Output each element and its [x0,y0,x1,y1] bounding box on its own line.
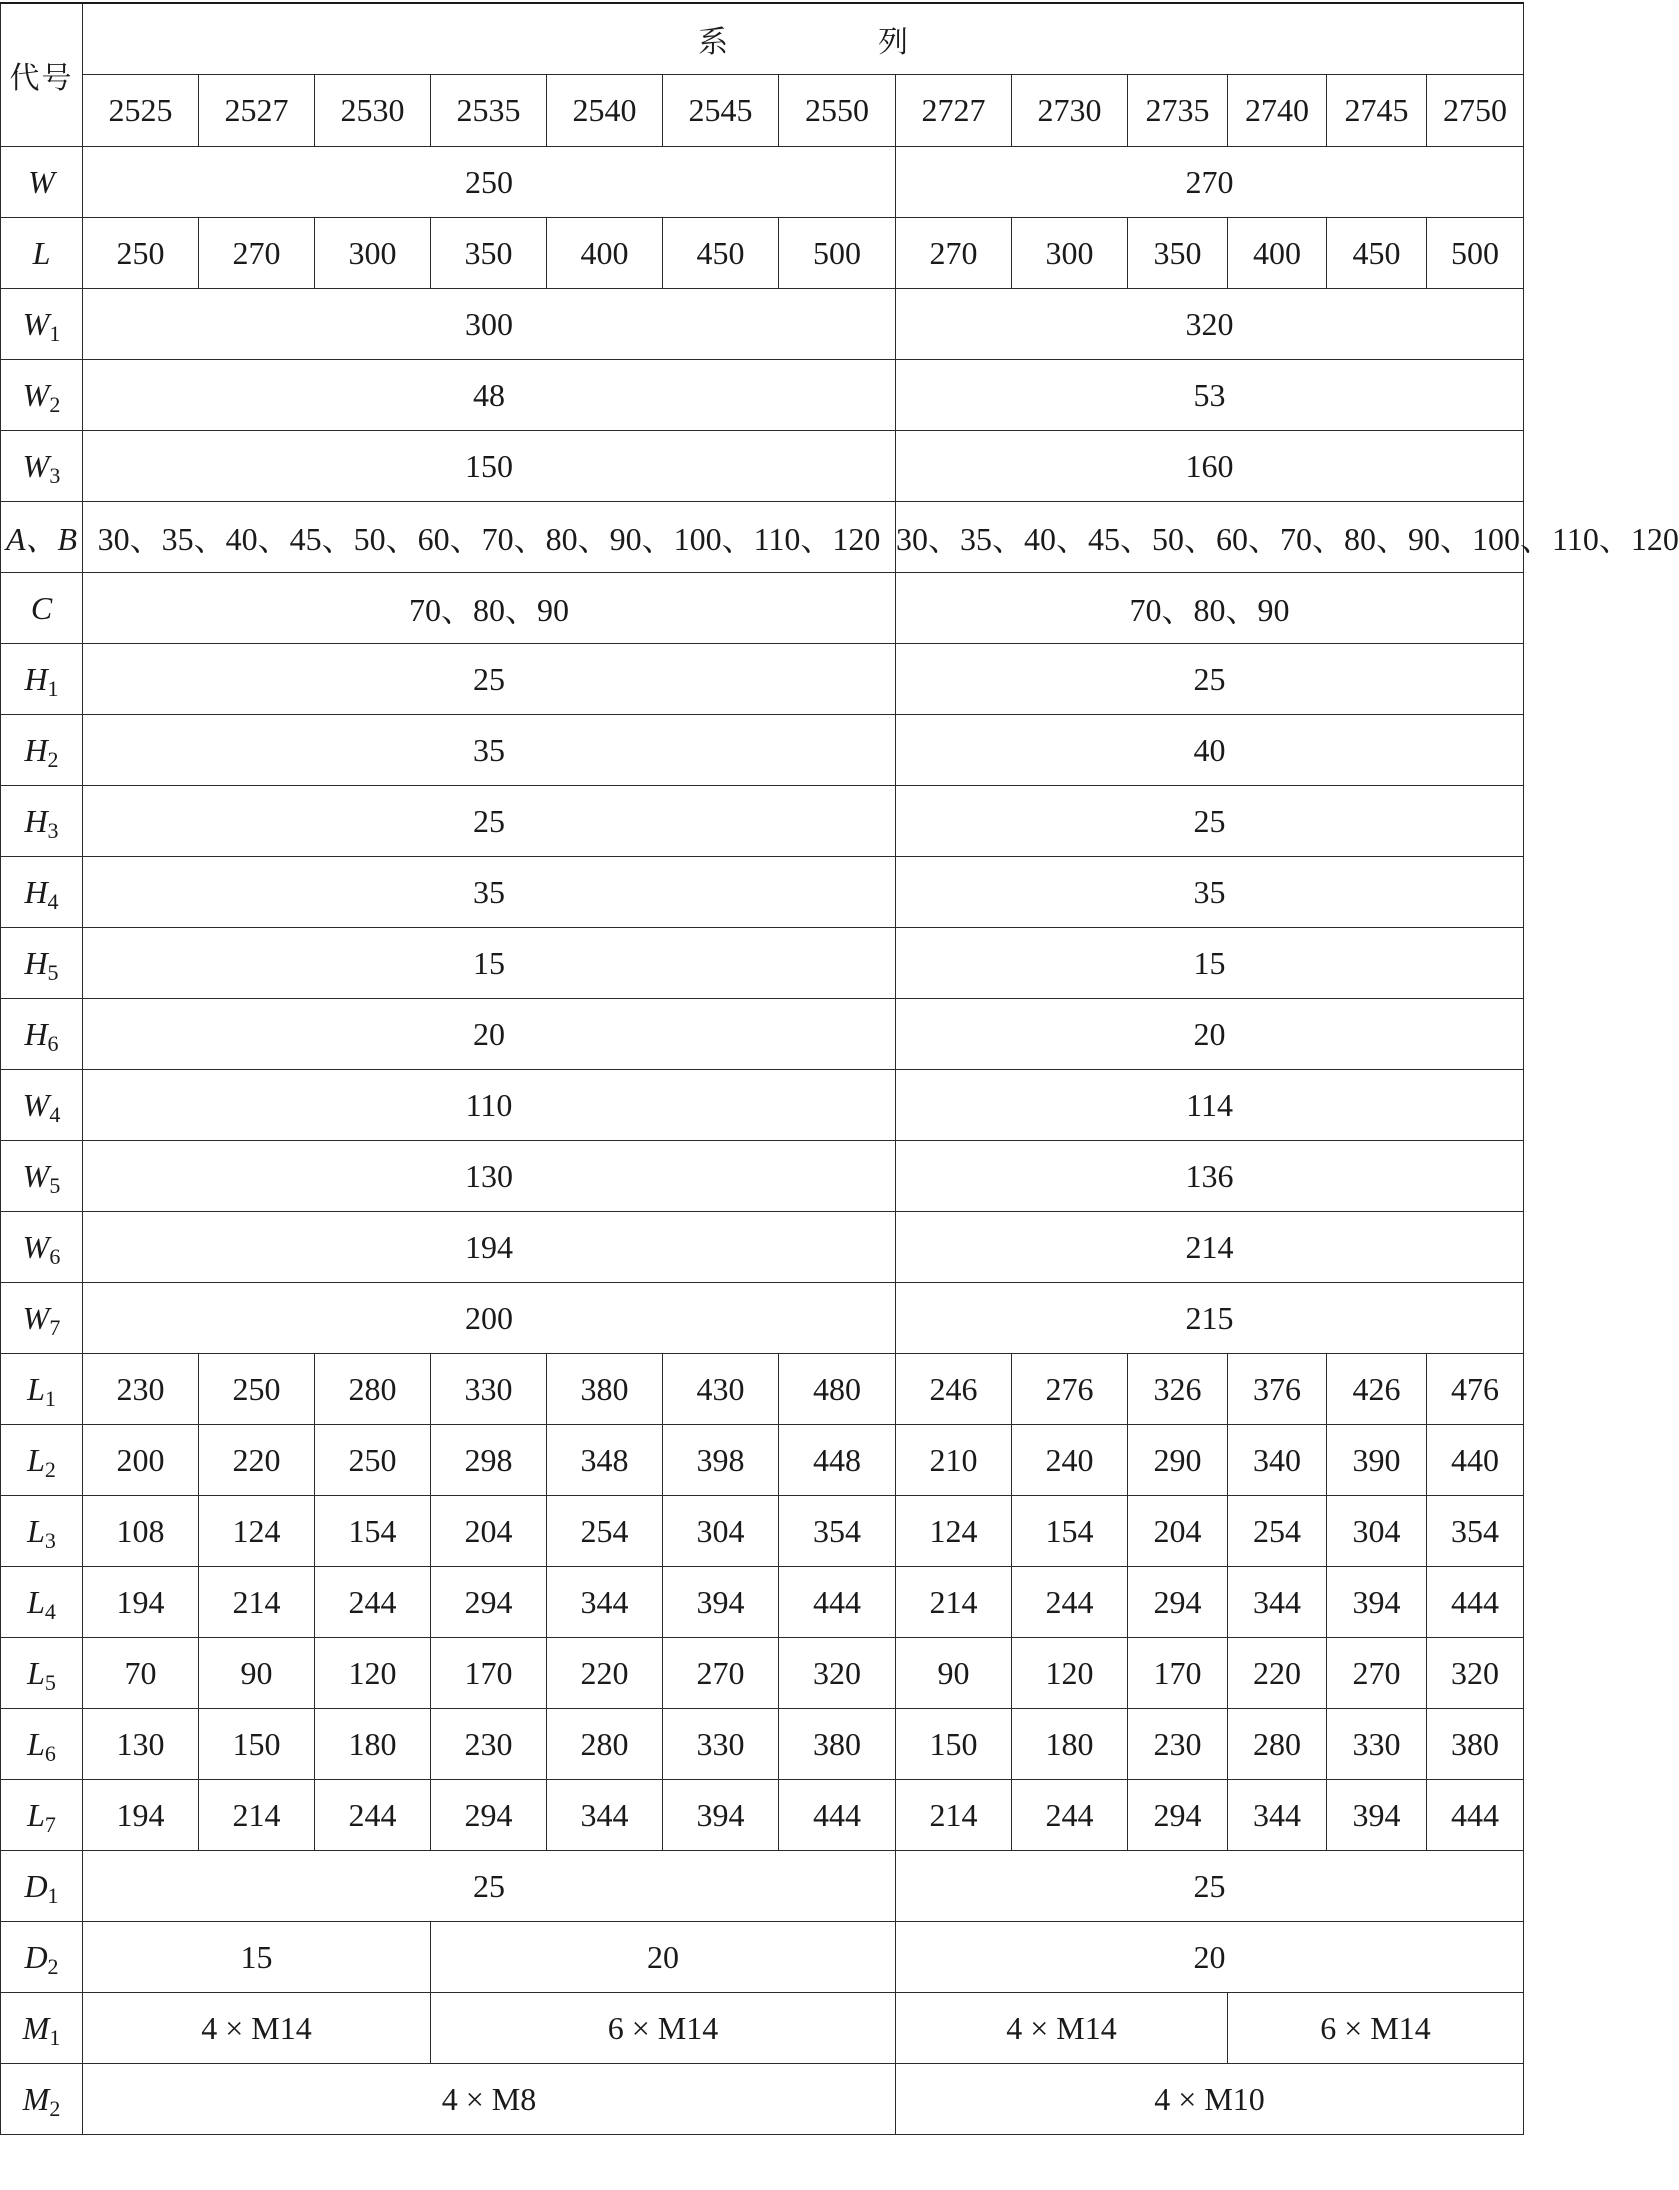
series-model-2540: 2540 [547,75,663,147]
table-cell: 400 [547,218,663,289]
table-cell: 194 [83,1567,199,1638]
table-row [1,502,1524,573]
code-header: 代号 [1,3,83,147]
table-cell: 380 [779,1709,896,1780]
row-code-symbol: L [27,1796,45,1833]
row-code-symbol: L [27,1583,45,1620]
table-cell: 90 [896,1638,1012,1709]
series-model-2745: 2745 [1327,75,1427,147]
table-row [1,1851,1524,1922]
row-code-symbol: L [27,1441,45,1478]
row-code-subscript: 1 [44,1385,56,1411]
row-code [1,1212,83,1283]
table-cell: 194 [83,1212,896,1283]
table-cell: 114 [896,1070,1524,1141]
table-cell: 214 [896,1212,1524,1283]
series-model-2550: 2550 [779,75,896,147]
table-row [1,1070,1524,1141]
table-cell: 398 [663,1425,779,1496]
row-code-symbol: A、B [5,521,78,557]
table-cell: 200 [83,1425,199,1496]
table-cell: 290 [1128,1425,1228,1496]
header-row-series [1,3,1524,75]
row-code [1,928,83,999]
table-cell: 254 [547,1496,663,1567]
table-cell: 270 [1327,1638,1427,1709]
table-cell: 450 [663,218,779,289]
series-model-2750: 2750 [1427,75,1524,147]
table-cell: 30、35、40、45、50、60、70、80、90、100、110、120 [896,502,1524,573]
table-row [1,1212,1524,1283]
table-cell: 270 [199,218,315,289]
row-code [1,1993,83,2064]
row-code [1,786,83,857]
table-cell: 220 [547,1638,663,1709]
row-code-symbol: L [32,234,51,271]
table-cell: 120 [1012,1638,1128,1709]
table-cell: 130 [83,1141,896,1212]
row-code [1,2064,83,2135]
table-cell: 35 [83,857,896,928]
table-cell: 20 [896,1922,1524,1993]
table-cell: 215 [896,1283,1524,1354]
table-cell: 300 [315,218,431,289]
table-cell: 25 [83,1851,896,1922]
table-cell: 150 [83,431,896,502]
table-cell: 20 [83,999,896,1070]
table-row [1,218,1524,289]
table-cell: 70 [83,1638,199,1709]
row-code [1,999,83,1070]
row-code-subscript: 5 [49,1172,61,1198]
row-code [1,1496,83,1567]
table-cell: 250 [83,147,896,218]
table-cell: 244 [315,1567,431,1638]
table-cell: 394 [1327,1780,1427,1851]
table-row [1,715,1524,786]
table-cell: 35 [896,857,1524,928]
row-code [1,1141,83,1212]
table-cell: 6 × M14 [431,1993,896,2064]
table-cell: 214 [896,1567,1012,1638]
table-cell: 426 [1327,1354,1427,1425]
row-code-subscript: 4 [49,1101,61,1127]
table-cell: 344 [547,1567,663,1638]
row-code-subscript: 6 [47,1030,59,1056]
table-row [1,289,1524,360]
table-cell: 450 [1327,218,1427,289]
table-cell: 294 [1128,1567,1228,1638]
table-cell: 330 [663,1709,779,1780]
table-cell: 4 × M10 [896,2064,1524,2135]
row-code [1,644,83,715]
table-row [1,1780,1524,1851]
row-code [1,715,83,786]
row-code-symbol: H [24,873,48,910]
row-code-subscript: 2 [49,391,61,417]
row-code-subscript: 5 [44,1669,56,1695]
table-cell: 246 [896,1354,1012,1425]
table-cell: 380 [547,1354,663,1425]
table-cell: 230 [1128,1709,1228,1780]
table-cell: 40 [896,715,1524,786]
row-code [1,431,83,502]
table-cell: 300 [83,289,896,360]
table-row [1,999,1524,1070]
table-row [1,1567,1524,1638]
table-cell: 220 [199,1425,315,1496]
table-cell: 4 × M8 [83,2064,896,2135]
table-cell: 444 [779,1567,896,1638]
table-cell: 30、35、40、45、50、60、70、80、90、100、110、120 [83,502,896,573]
table-cell: 244 [315,1780,431,1851]
table-cell: 350 [1128,218,1228,289]
table-cell: 280 [547,1709,663,1780]
table-cell: 394 [663,1567,779,1638]
table-cell: 276 [1012,1354,1128,1425]
row-code [1,218,83,289]
table-cell: 294 [1128,1780,1228,1851]
table-cell: 340 [1228,1425,1327,1496]
row-code-symbol: H [24,660,48,697]
table-row [1,1354,1524,1425]
table-cell: 344 [547,1780,663,1851]
spec-table [0,2,1679,2135]
table-cell: 170 [431,1638,547,1709]
row-code [1,1851,83,1922]
series-model-2730: 2730 [1012,75,1128,147]
table-row [1,1709,1524,1780]
row-code-symbol: L [27,1654,45,1691]
table-cell: 280 [315,1354,431,1425]
table-cell: 25 [83,644,896,715]
row-code-symbol: W [22,1299,50,1336]
row-code [1,1567,83,1638]
row-code-subscript: 7 [49,1314,61,1340]
row-code-symbol: D [24,1867,48,1904]
table-cell: 294 [431,1780,547,1851]
table-row [1,147,1524,218]
row-code-subscript: 2 [47,1953,59,1979]
row-code-symbol: C [30,589,53,626]
table-row [1,1141,1524,1212]
series-model-2545: 2545 [663,75,779,147]
table-cell: 180 [315,1709,431,1780]
table-cell: 270 [663,1638,779,1709]
table-cell: 344 [1228,1780,1327,1851]
table-cell: 390 [1327,1425,1427,1496]
row-code-subscript: 4 [44,1598,56,1624]
row-code [1,573,83,644]
table-cell: 244 [1012,1567,1128,1638]
table-row [1,360,1524,431]
row-code [1,502,83,573]
table-cell: 350 [431,218,547,289]
row-code [1,857,83,928]
series-header [83,3,1524,75]
table-cell: 15 [83,928,896,999]
table-cell: 304 [1327,1496,1427,1567]
table-cell: 70、80、90 [83,573,896,644]
row-code-subscript: 3 [44,1527,56,1553]
row-code-subscript: 6 [49,1243,61,1269]
table-cell: 250 [83,218,199,289]
table-cell: 294 [431,1567,547,1638]
table-cell: 53 [896,360,1524,431]
row-code-symbol: M [22,2009,50,2046]
table-cell: 214 [896,1780,1012,1851]
row-code [1,1354,83,1425]
row-code-subscript: 1 [49,320,61,346]
row-code [1,360,83,431]
series-model-2525: 2525 [83,75,199,147]
table-row [1,928,1524,999]
row-code [1,1070,83,1141]
table-cell: 500 [1427,218,1524,289]
table-cell: 476 [1427,1354,1524,1425]
table-cell: 330 [1327,1709,1427,1780]
table-cell: 214 [199,1567,315,1638]
table-cell: 15 [896,928,1524,999]
row-code [1,1283,83,1354]
table-cell: 300 [1012,218,1128,289]
table-cell: 180 [1012,1709,1128,1780]
table-cell: 154 [1012,1496,1128,1567]
table-cell: 344 [1228,1567,1327,1638]
table-body [1,3,1679,2135]
table-cell: 320 [896,289,1524,360]
table-cell: 124 [199,1496,315,1567]
row-code [1,1709,83,1780]
table-cell: 480 [779,1354,896,1425]
table-cell: 210 [896,1425,1012,1496]
table-cell: 4 × M14 [896,1993,1228,2064]
row-code-symbol: L [27,1725,45,1762]
table-cell: 200 [83,1283,896,1354]
row-code-symbol: L [27,1370,45,1407]
table-cell: 444 [1427,1780,1524,1851]
table-cell: 304 [663,1496,779,1567]
row-code-symbol: M [22,2080,50,2117]
table-cell: 230 [83,1354,199,1425]
table-cell: 326 [1128,1354,1228,1425]
table-cell: 444 [779,1780,896,1851]
table-row [1,786,1524,857]
row-code-symbol: W [22,376,50,413]
table-cell: 150 [896,1709,1012,1780]
table-cell: 440 [1427,1425,1524,1496]
row-code-subscript: 7 [44,1811,56,1837]
series-title: 系 列 [698,25,969,60]
table-cell: 20 [896,999,1524,1070]
table-cell: 35 [83,715,896,786]
table-cell: 354 [779,1496,896,1567]
table-cell: 6 × M14 [1228,1993,1524,2064]
table-cell: 25 [896,644,1524,715]
series-model-2727: 2727 [896,75,1012,147]
table-cell: 194 [83,1780,199,1851]
row-code-symbol: H [24,1015,48,1052]
table-cell: 280 [1228,1709,1327,1780]
table-cell: 25 [896,1851,1524,1922]
table-cell: 330 [431,1354,547,1425]
table-cell: 348 [547,1425,663,1496]
table-row [1,573,1524,644]
row-code [1,147,83,218]
series-model-2740: 2740 [1228,75,1327,147]
row-code-symbol: W [22,305,50,342]
table-cell: 254 [1228,1496,1327,1567]
row-code-subscript: 2 [49,2095,61,2121]
row-code-subscript: 2 [44,1456,56,1482]
row-code-subscript: 5 [47,959,59,985]
table-cell: 448 [779,1425,896,1496]
table-cell: 250 [315,1425,431,1496]
table-row [1,1283,1524,1354]
table-cell: 124 [896,1496,1012,1567]
table-cell: 25 [83,786,896,857]
row-code-symbol: W [28,163,55,200]
series-model-2535: 2535 [431,75,547,147]
row-code-subscript: 6 [44,1740,56,1766]
table-cell: 154 [315,1496,431,1567]
table-cell: 230 [431,1709,547,1780]
table-cell: 160 [896,431,1524,502]
table-row [1,1922,1524,1993]
table-row [1,1993,1524,2064]
row-code-subscript: 4 [47,888,59,914]
row-code-symbol: W [22,1086,50,1123]
series-model-2527: 2527 [199,75,315,147]
row-code [1,1425,83,1496]
table-cell: 380 [1427,1709,1524,1780]
table-cell: 320 [1427,1638,1524,1709]
table-cell: 250 [199,1354,315,1425]
row-code-symbol: W [22,1228,50,1265]
table-cell: 130 [83,1709,199,1780]
table-cell: 354 [1427,1496,1524,1567]
table-cell: 298 [431,1425,547,1496]
table-row [1,1425,1524,1496]
header-row-models [1,75,1524,147]
table-cell: 15 [83,1922,431,1993]
table-cell: 204 [1128,1496,1228,1567]
row-code-subscript: 2 [47,746,59,772]
table-cell: 25 [896,786,1524,857]
row-code-subscript: 3 [49,462,61,488]
table-cell: 394 [1327,1567,1427,1638]
table-cell: 110 [83,1070,896,1141]
table-cell: 214 [199,1780,315,1851]
table-cell: 376 [1228,1354,1327,1425]
table-cell: 90 [199,1638,315,1709]
table-cell: 430 [663,1354,779,1425]
table-cell: 400 [1228,218,1327,289]
row-code-symbol: W [22,1157,50,1194]
series-model-2735: 2735 [1128,75,1228,147]
table-cell: 108 [83,1496,199,1567]
table-row [1,857,1524,928]
table-row [1,1496,1524,1567]
row-code-subscript: 3 [47,817,59,843]
table-row [1,431,1524,502]
row-code-symbol: D [24,1938,48,1975]
table-cell: 48 [83,360,896,431]
table-cell: 320 [779,1638,896,1709]
table-cell: 70、80、90 [896,573,1524,644]
table-cell: 244 [1012,1780,1128,1851]
row-code [1,1780,83,1851]
table-cell: 270 [896,218,1012,289]
row-code-subscript: 1 [47,675,59,701]
table-cell: 220 [1228,1638,1327,1709]
row-code-subscript: 1 [47,1882,59,1908]
table-cell: 4 × M14 [83,1993,431,2064]
row-code-symbol: H [24,802,48,839]
row-code-symbol: L [27,1512,45,1549]
table-cell: 170 [1128,1638,1228,1709]
table-row [1,2064,1524,2135]
table-cell: 444 [1427,1567,1524,1638]
table-cell: 394 [663,1780,779,1851]
row-code-symbol: H [24,731,48,768]
row-code-subscript: 1 [49,2024,61,2050]
row-code [1,1638,83,1709]
row-code [1,289,83,360]
row-code [1,1922,83,1993]
table-cell: 204 [431,1496,547,1567]
series-model-2530: 2530 [315,75,431,147]
table-row [1,644,1524,715]
table-row [1,1638,1524,1709]
table-cell: 500 [779,218,896,289]
table-cell: 240 [1012,1425,1128,1496]
row-code-symbol: H [24,944,48,981]
table-cell: 120 [315,1638,431,1709]
table-cell: 20 [431,1922,896,1993]
table-cell: 150 [199,1709,315,1780]
table-cell: 136 [896,1141,1524,1212]
row-code-symbol: W [22,447,50,484]
table-cell: 270 [896,147,1524,218]
